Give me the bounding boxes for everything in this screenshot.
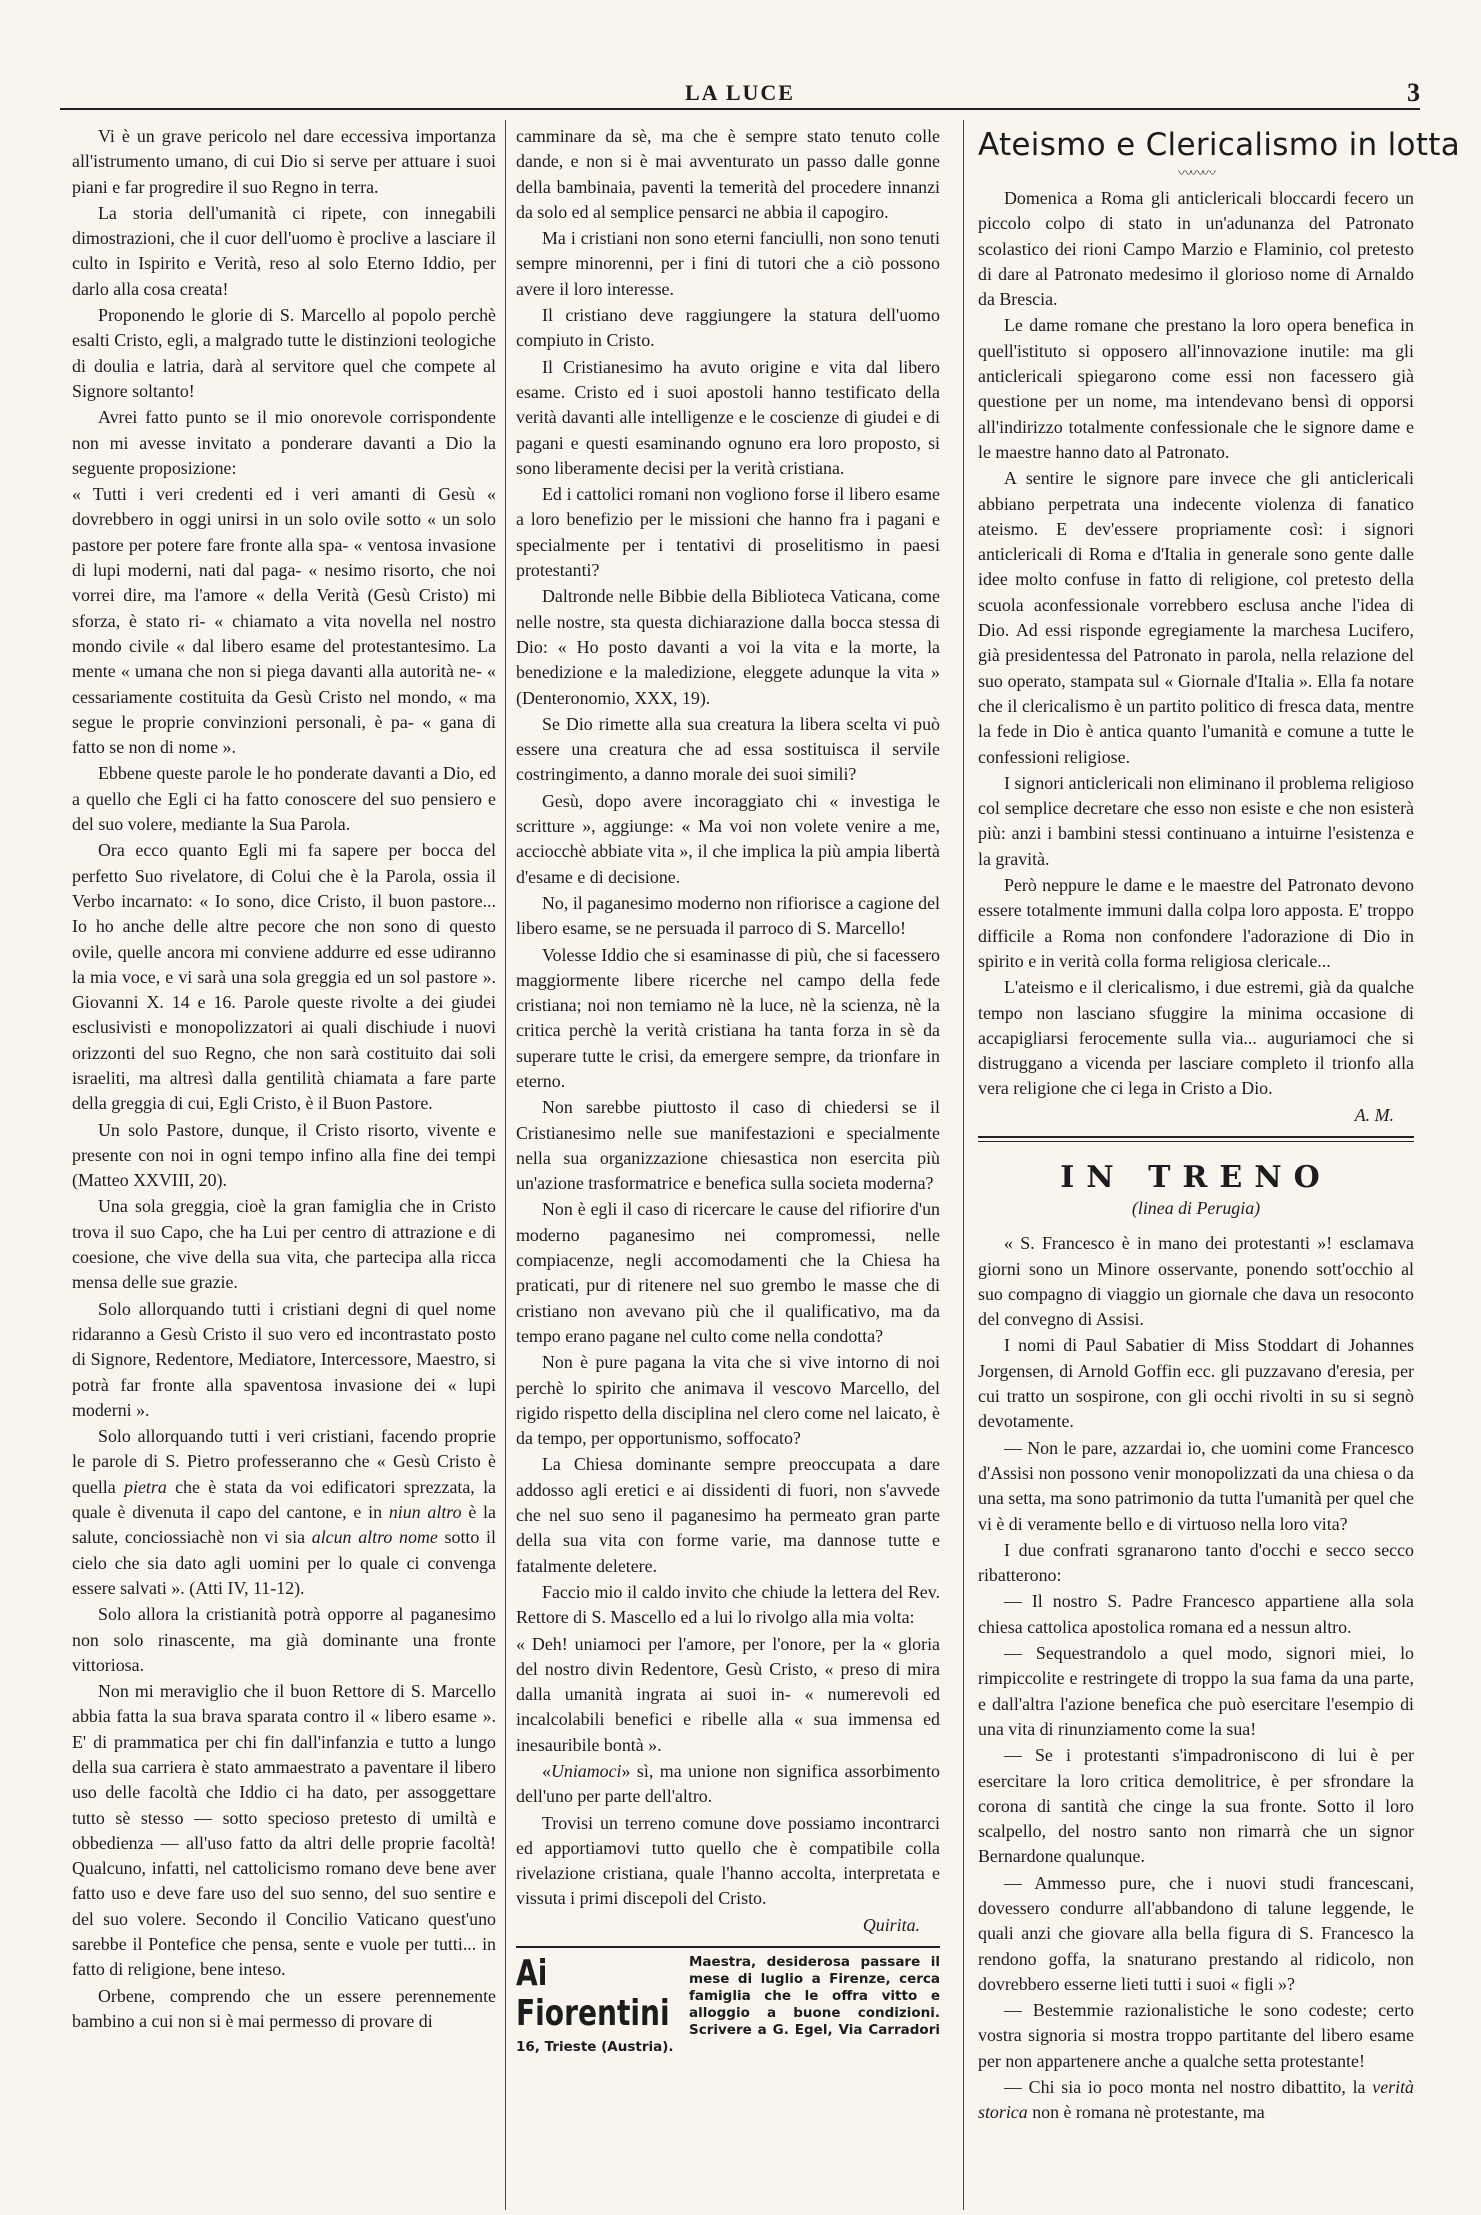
column-divider (963, 120, 964, 2210)
paragraph: Solo allora la cristianità potrà opporre al paganesimo non solo rinascente, ma già dominante una fronte vittoriosa. (72, 1604, 496, 1675)
classified-ad (516, 1946, 940, 2056)
paragraph: Faccio mio il caldo invito che chiude la lettera del Rev. Rettore di S. Mascello ed a lui lo rivolgo alla mia volta: (516, 1581, 940, 1628)
paragraph: La storia dell'umanità ci ripete, con innegabili dimostrazioni, che il cuor dell'uomo è proclive a lasciare il culto in Ispirito e Verità, reso al solo Eterno Iddio, per darlo alla cosa creata! (72, 202, 496, 299)
paragraph: Non mi meraviglio che il buon Rettore di S. Marcello abbia fatta la sua brava sparata contro il « libero esame ». E' di prammatica per chi fin dall'infanzia e tutto a lungo della sua carriera è stato ammaestrato a paventare il libero uso delle facoltà che Iddio ci ha dato, per assoggettare tutto sè stesso — sotto specioso pretesto di umiltà e obbedienza — all'uso fatto da altri delle proprie facoltà! Qualcuno, infatti, nel cattolicismo romano deve bene aver fatto uso e deve fare uso del suo senno, del suo sentire e del suo volere. Secondo il Concilio Vaticano quest'uno sarebbe il Pontefice che pensa, sente e vuole per tutti... in fatto di religione, bene inteso. (72, 1681, 496, 1980)
paragraph: Le dame romane che prestano la loro opera benefica in quell'istituto si opposero all'innovazione inutile: ma gli anticlericali spiegarono come essi non facessero già questione per un nome, ma intendevano bensì di opporsi all'indirizzo totalmente confessionale che le signore dame e le maestre hanno dato al Patronato. (978, 315, 1414, 462)
paragraph: Non sarebbe piuttosto il caso di chiedersi se il Cristianesimo nelle sue manifestazioni e specialmente nella sua organizzazione chiesastica non esercita più un'azione trasformatrice e benefica sulla societa moderna? (516, 1097, 940, 1194)
header-rule (60, 108, 1420, 110)
paragraph: L'ateismo e il clericalismo, i due estremi, già da qualche tempo non lasciano sfuggire la minima occasione di accapigliarsi ferocemente sulla via... auguriamoci che si distruggano a vicenda per lasciare completo il trionfo alla vera religione che ci lega in Cristo a Dio. (978, 977, 1414, 1099)
section-divider (978, 1136, 1414, 1142)
paragraph: — Ammesso pure, che i nuovi studi francescani, dovessero condurre all'abbandono di talune leggende, le quali anzi che giovare alla bella figura di S. Francesco la rendono goffa, la snaturano prestando al ridicolo, non dovrebbero esserne lieti tutti i suoi « figli »? (978, 1872, 1414, 1994)
column-1 (72, 124, 496, 2035)
text-run: che è stata da voi edificatori sprezzata, la quale è divenuta il capo del cantone, e in (72, 1476, 496, 1523)
paragraph: La Chiesa dominante sempre preoccupata a dare addosso agli eretici e ai dissidenti di fuori, non s'avvede che nel suo seno il paganesimo ha permeato gran parte della sua vita con forme varie, ma dannose tutte e fatalmente deletere. (516, 1454, 940, 1576)
paragraph: Non è egli il caso di ricercare le cause del rifiorire d'un moderno paganesimo nei compromessi, nelle compiacenze, negli accomodamenti che la Chiesa ha praticati, pur di ritenere nel suo grembo le masse che di cristiano non avevano più che il qualificativo, ma da tempo erano pagane nel culto come nella condotta? (516, 1199, 940, 1346)
paragraph: Daltronde nelle Bibbie della Biblioteca Vaticana, come nelle nostre, sta questa dichiarazione dalla bocca stessa di Dio: « Ho posto davanti a voi la vita e la morte, la benedizione e la maledizione, eleggete adunque la vita » (Denteronomio, XXX, 19). (516, 586, 940, 708)
quotation: « Tutti i veri credenti ed i veri amanti di Gesù « dovrebbero in oggi unirsi in un solo ovile sotto « un solo pastore per potere fare fronte alla spa- « ventosa invasione di lupi moderni, nati dal paga- « nesimo risorto, che noi vorrei dire, ma l'amore « della Verità (Gesù Cristo) mi sforza, è stato ri- « chiamato a vita novella nel nostro mondo civile « dal libero esame del protestantesimo. La mente « umana che non si piega davanti alla autorità ne- « cessariamente costituita da Gesù Cristo nel mondo, « ma segue le proprie convinzioni personali, è pa- « gana di fatto se non di nome ». (72, 484, 496, 758)
paragraph: Ed i cattolici romani non vogliono forse il libero esame a loro benefizio per le missioni che hanno fra i pagani e specialmente per i tentativi di proselitismo in paesi protestanti? (516, 484, 940, 581)
italic-text: alcun altro nome (311, 1527, 438, 1548)
ad-text: Maestra, desiderosa passare il mese di luglio a Firenze, cerca famiglia che le offra vitto e alloggio a buone condizioni. Scrivere a G. Egel, Via Carradori 16, Trieste (Austria). (516, 1954, 940, 2056)
signature: Quirita. (862, 1914, 920, 1935)
paragraph: camminare da sè, ma che è sempre stato tenuto colle dande, e non si è mai avventurato un passo dalle gonne della bambinaia, paventi la temerità del procedere innanzi da solo ed al semplice pensarci ne abbia il capogiro. (516, 126, 940, 222)
wavy-ornament: 〰〰〰 (1178, 167, 1214, 182)
italic-text: niun altro (388, 1502, 462, 1523)
italic-text: pietra (124, 1476, 167, 1497)
paragraph: Il cristiano deve raggiungere la statura dell'uomo compiuto in Cristo. (516, 305, 940, 351)
paragraph: Proponendo le glorie di S. Marcello al popolo perchè esalti Cristo, egli, a malgrado tutte le distinzioni teologiche di doulia e latria, darà al servitore quel che compete al Signore soltanto! (72, 305, 496, 401)
paragraph: Trovisi un terreno comune dove possiamo incontrarci ed apportiamovi tutto quello che è compatibile colla rivelazione cristiana, quale l'hanno accolta, interpretata e vissuta i primi discepoli del Cristo. (516, 1812, 940, 1909)
column-divider (505, 120, 506, 2210)
italic-text: verità storica (978, 2077, 1414, 2123)
page-header (60, 78, 1420, 108)
paragraph: Non è pure pagana la vita che si vive intorno di noi perchè lo spirito che animava il vescovo Marcello, del rigido rispetto della disciplina nel clero come nel laicato, è da tempo, per opportunismo, soffocato? (516, 1352, 940, 1449)
paragraph: — Se i protestanti s'impadroniscono di lui è per esercitare la loro critica demolitrice, è per sfrondare la corona di santità che cinge la sua fronte. Sotto il loro scalpello, del nostro santo non rimarrà che un signor Bernardone qualunque. (978, 1745, 1414, 1867)
paragraph: Ora ecco quanto Egli mi fa sapere per bocca del perfetto Suo rivelatore, di Colui che è la Parola, ossia il Verbo incarnato: « Io sono, dice Cristo, il buon pastore... Io ho anche delle altre pecore che non sono di questo ovile, quelle ancora mi conviene addurre ed esse udiranno la mia voce, e vi sarà una sola greggia ed un sol pastore ». Giovanni X. 14 e 16. Parole queste rivolte a dei giudei esclusivisti e monopolizzatori ai quali dischiude i nuovi orizzonti del suo Regno, che non sarà costituito dai soli israeliti, ma altresì dalla gentilità chiamata a fare parte della greggia di cui, Egli Cristo, è il Buon Pastore. (72, 840, 496, 1114)
column-2 (516, 124, 940, 2056)
text-run: Solo allorquando tutti i veri cristiani, facendo proprie le parole di S. Pietro professeranno che « Gesù Cristo è quella (72, 1426, 496, 1497)
paragraph: I due confrati sgranarono tanto d'occhi e secco secco ribatterono: (978, 1539, 1414, 1586)
paragraph: Domenica a Roma gli anticlericali bloccardi fecero un piccolo colpo di stato in un'adunanza del Patronato scolastico dei rioni Campo Marzio e Flaminio, col pretesto di dare al Patronato medesimo il glorioso nome di Arnaldo da Brescia. (978, 188, 1414, 310)
paragraph: — Non le pare, azzardai io, che uomini come Francesco d'Assisi non possono venir monopolizzati da una chiesa o da una setta, ma sono patrimonio da tutta l'umanità per quel che vi è di veramente bello e di virtuoso nella loro vita? (978, 1437, 1414, 1534)
paragraph: Avrei fatto punto se il mio onorevole corrispondente non mi avesse invitato a ponderare davanti a Dio la seguente proposizione: (72, 407, 496, 478)
article-title: Ateismo e Clericalismo in lotta (978, 127, 1461, 163)
page-number: 3 (1407, 78, 1420, 107)
text-run: sotto il cielo che sia dato agli uomini per lo quale ci convenga essere salvati ». (Atti IV, 11-12). (72, 1527, 496, 1598)
paragraph: Però neppure le dame e le maestre del Patronato devono essere totalmente immuni dalla colpa loro apposta. E' troppo difficile a Roma non confondere l'adorazione di Dio in spirito e in verità colla forma religiosa clericale... (978, 875, 1414, 971)
paragraph: I signori anticlericali non eliminano il problema religioso col semplice decretare che esso non esiste e che non esisterà più: anzi i bambini stessi continuano a intuirne l'esistenza e la gravità. (978, 772, 1414, 869)
paragraph: — Il nostro S. Padre Francesco appartiene alla sola chiesa cattolica apostolica romana ed a nessun altro. (978, 1591, 1414, 1637)
signature: A. M. (1354, 1104, 1394, 1125)
paragraph: Vi è un grave pericolo nel dare eccessiva importanza all'istrumento umano, di cui Dio si serve per attuare i suoi piani e far progredire il suo Regno in terra. (72, 126, 496, 197)
paragraph: Ma i cristiani non sono eterni fanciulli, non sono tenuti sempre minorenni, per i fini di tutori che a ciò possono avere il loro interesse. (516, 228, 940, 299)
text-run: « (542, 1761, 551, 1781)
paragraph: Un solo Pastore, dunque, il Cristo risorto, vivente e presente con noi in ogni tempo infino alla fine dei tempi (Matteo XXVIII, 20). (72, 1119, 496, 1191)
ad-heading: Ai Fiorentini (516, 1953, 670, 2035)
text-run: non è romana nè protestante, ma (1032, 2102, 1265, 2123)
paragraph: Orbene, comprendo che un essere perennemente bambino a cui non si è mai permesso di provare di (72, 1985, 496, 2031)
italic-text: Uniamoci (550, 1761, 622, 1781)
paragraph: I nomi di Paul Sabatier di Miss Stoddart di Johannes Jorgensen, di Arnold Goffin ecc. gli puzzavano d'eresia, per cui tratto un sospirone, con gli occhi rivolti in su si segnò devotamente. (978, 1335, 1414, 1432)
text-run: è la salute, conciossiachè non vi sia (72, 1502, 496, 1548)
paragraph: A sentire le signore pare invece che gli anticlericali abbiano perpetrata una indecente violenza di fanatico ateismo. E dev'essere propriamente così: i signori anticlericali di Roma e d'Italia in generale sono gente dalle idee molto confuse in fatto di religione, col pretesto della scuola aconfessionale vorrebbero esclusa anche l'idea di Dio. Ad essi risponde egregiamente la marchesa Lucifero, già presidentessa del Patronato in parola, nella relazione del suo operato, stampata sul « Giornale d'Italia ». Ella fa notare che il clericalismo è un partito politico di fresca data, mentre la fede in Dio è antica quanto l'umanità e comune a tutte le confessioni religiose. (978, 468, 1414, 767)
paragraph: — Sequestrandolo a quel modo, signori miei, lo rimpiccolite e restringete di troppo la sua fama da una parte, e dall'altra l'azione benefica che può esercitare l'esempio di una vita di rinunziamento come la sua! (978, 1643, 1414, 1739)
article-title: IN TRENO (1060, 1159, 1332, 1195)
text-run: — Chi sia io poco monta nel nostro dibattito, la (1004, 2077, 1366, 2098)
newspaper-title: LA LUCE (685, 80, 795, 105)
paragraph: Gesù, dopo avere incoraggiato chi « investiga le scritture », aggiunge: « Ma voi non volete venire a me, acciocchè abbiate vita », il che implica la più ampia libertà d'esame e di decisione. (516, 790, 940, 887)
paragraph: Ebbene queste parole le ho ponderate davanti a Dio, ed a quello che Egli ci ha fatto conoscere del suo pensiero e del suo volere, mediante la Sua Parola. (72, 763, 496, 835)
quotation: « Deh! uniamoci per l'amore, per l'onore, per la « gloria del nostro divin Redentore, Gesù Cristo, « preso di mira dalla umanità ingrata ai suoi in- « numerevoli ed incalcolabili benefici e ribelle alla « sua immensa ed inesauribile bontà ». (516, 1633, 940, 1755)
paragraph: — Bestemmie razionalistiche le sono codeste; certo vostra signoria si mostra troppo partitante del libero esame per non appartenere anche a qualche setta protestante! (978, 2000, 1414, 2071)
paragraph: Se Dio rimette alla sua creatura la libera scelta vi può essere una creatura che ad essa sostituisca il servile costringimento, a danno morale dei suoi simili? (516, 713, 940, 785)
paragraph (978, 2075, 1414, 2126)
paragraph: Una sola greggia, cioè la gran famiglia che in Cristo trova il suo Capo, che ha Lui per centro di attrazione e di coesione, che vive della sua vita, che partecipa alla ricca mensa delle sue grazie. (72, 1196, 496, 1293)
text-run: » sì, ma unione non significa assorbimento dell'uno per parte dell'altro. (516, 1761, 940, 1807)
paragraph (72, 1424, 496, 1601)
paragraph: « S. Francesco è in mano dei protestanti »! esclamava giorni sono un Minore osservante, ponendo sott'occhio al suo compagno di viaggio un giornale che dava un resoconto del convegno di Assisi. (978, 1233, 1414, 1330)
paragraph: Volesse Iddio che si esaminasse di più, che si facessero maggiormente libere ricerche nel campo della fede cristiana; noi non temiamo nè la luce, nè la scienza, nè la critica perchè la verità cristiana ha tanta forza in sè da superare tutte le crisi, da emergere sempre, da trionfare in eterno. (516, 944, 940, 1091)
paragraph (516, 1759, 940, 1810)
paragraph: No, il paganesimo moderno non rifiorisce a cagione del libero esame, se ne persuada il parroco di S. Marcello! (516, 892, 940, 939)
article-subtitle: (linea di Perugia) (1131, 1197, 1261, 1218)
column-3 (978, 124, 1461, 2127)
paragraph: Solo allorquando tutti i cristiani degni di quel nome ridaranno a Gesù Cristo il suo vero ed incontrastato posto di Signore, Redentore, Mediatore, Intercessore, Maestro, si potrà far fronte alla spaventosa invasione dei « lupi moderni ». (72, 1298, 496, 1420)
paragraph: Il Cristianesimo ha avuto origine e vita dal libero esame. Cristo ed i suoi apostoli hanno testificato della verità davanti alle intelligenze e le coscienze di giudei e di pagani e questi esaminando ognuno era loro proposto, si sono liberamente decisi per la verità cristiana. (516, 356, 940, 478)
